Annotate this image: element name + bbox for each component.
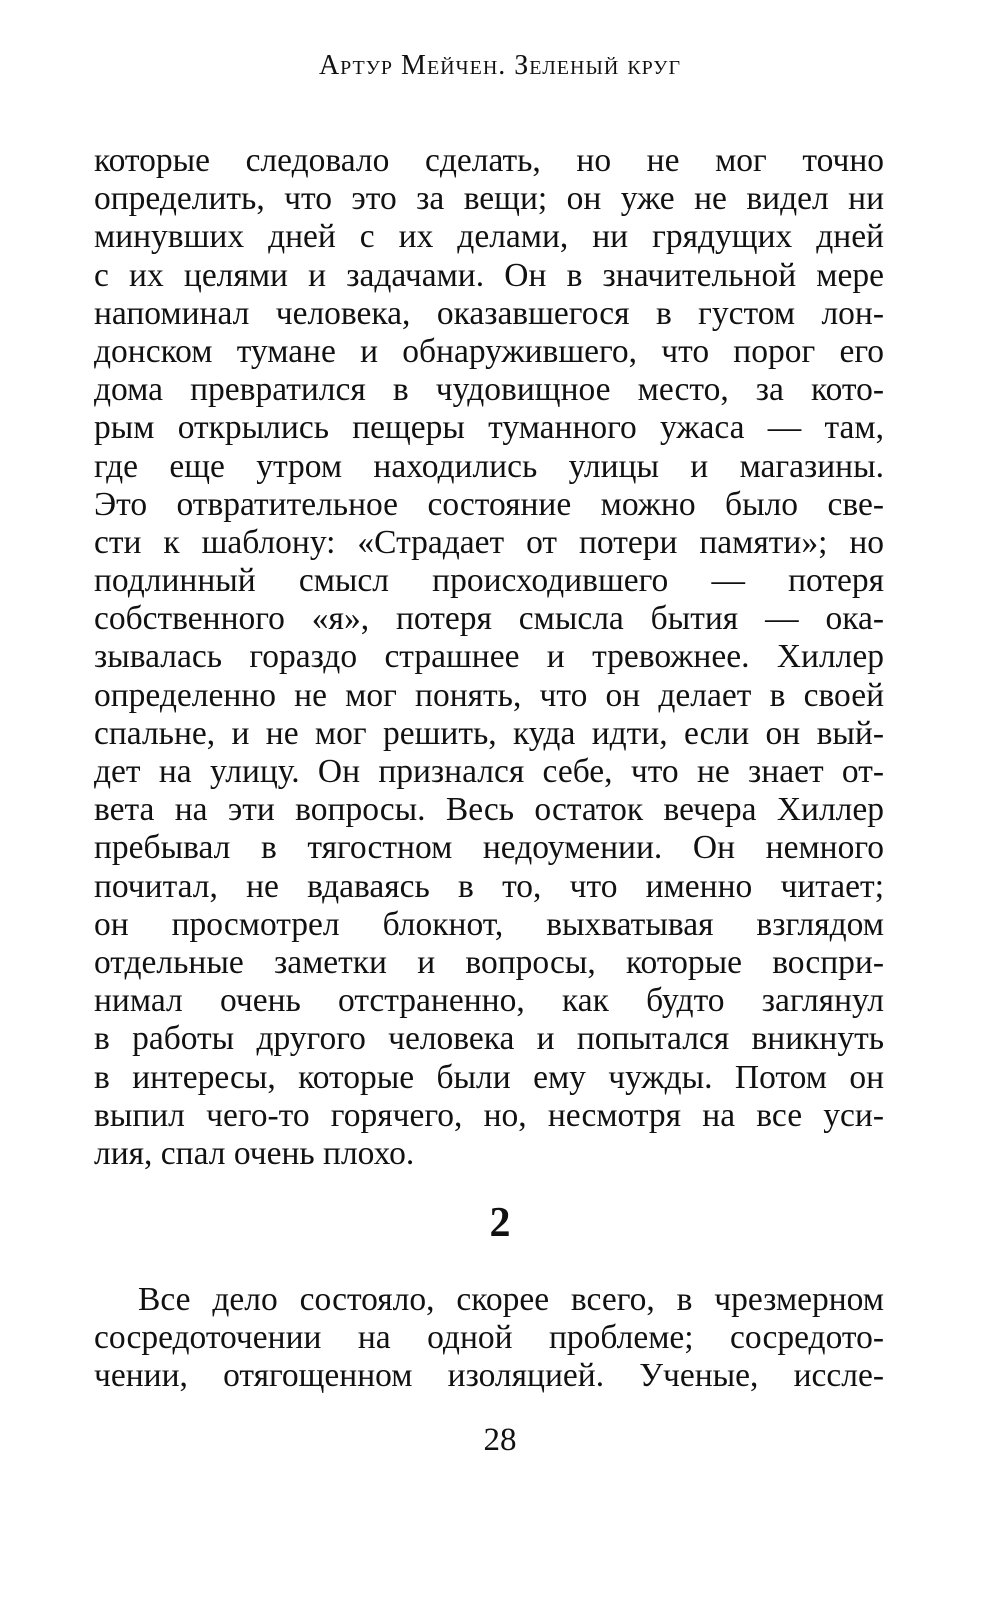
paragraph-continuation	[94, 142, 884, 1173]
text-line: Все дело состояло, скорее всего, в чрезмерном	[138, 1281, 884, 1318]
text-line: в интересы, которые были ему чужды. Потом он	[94, 1058, 884, 1096]
text-line: лия, спал очень плохо.	[94, 1134, 415, 1172]
text-line: рым открылись пещеры туманного ужаса — там,	[94, 409, 884, 447]
running-header: Артур Мейчен. Зеленый круг	[318, 50, 682, 81]
text-line: подлинный смысл происходившего — потеря	[94, 562, 884, 600]
text-line: дет на улицу. Он признался себе, что не знает от-	[94, 753, 884, 790]
text-line: минувших дней с их делами, ни грядущих дней	[94, 218, 884, 256]
text-line: он просмотрел блокнот, выхватывая взглядом	[94, 905, 884, 943]
text-line: почитал, не вдаваясь в то, что именно читает;	[94, 867, 884, 905]
page-number: 28	[483, 1422, 517, 1458]
text-line: нимал очень отстраненно, как будто заглянул	[94, 982, 884, 1020]
text-line: определить, что это за вещи; он уже не видел ни	[94, 180, 884, 218]
text-line: с их целями и задачами. Он в значительной мере	[94, 256, 884, 294]
text-line: спальне, и не мог решить, куда идти, если он вый-	[94, 714, 884, 752]
text-line: которые следовало сделать, но не мог точно	[94, 142, 884, 179]
text-line: сосредоточении на одной проблеме; сосредото-	[94, 1319, 884, 1357]
text-line: дома превратился в чудовищное место, за кото-	[94, 371, 884, 409]
text-line: донском тумане и обнаружившего, что порог его	[94, 332, 884, 370]
text-line: Это отвратительное состояние можно было све-	[94, 485, 884, 523]
text-line: отдельные заметки и вопросы, которые воспри-	[94, 943, 884, 981]
text-line: напоминал человека, оказавшегося в густом лон-	[94, 294, 884, 332]
text-line: пребывал в тягостном недоумении. Он немного	[94, 829, 884, 867]
text-line: вета на эти вопросы. Весь остаток вечера Хиллер	[94, 791, 884, 829]
text-line: в работы другого человека и попытался вникнуть	[94, 1020, 884, 1058]
text-line: собственного «я», потеря смысла бытия — ока-	[94, 600, 884, 638]
text-line: зывалась гораздо страшнее и тревожнее. Хиллер	[94, 638, 884, 676]
text-line: определенно не мог понять, что он делает в своей	[94, 676, 884, 714]
chapter-opening-paragraph	[94, 1281, 884, 1396]
text-line: чении, отягощенном изоляцией. Ученые, иссле-	[94, 1357, 884, 1395]
text-line: выпил чего-то горячего, но, несмотря на все уси-	[94, 1096, 884, 1134]
text-line: сти к шаблону: «Страдает от потери памяти»; но	[94, 523, 884, 561]
text-line: где еще утром находились улицы и магазины.	[94, 447, 884, 485]
chapter-number: 2	[489, 1200, 511, 1246]
